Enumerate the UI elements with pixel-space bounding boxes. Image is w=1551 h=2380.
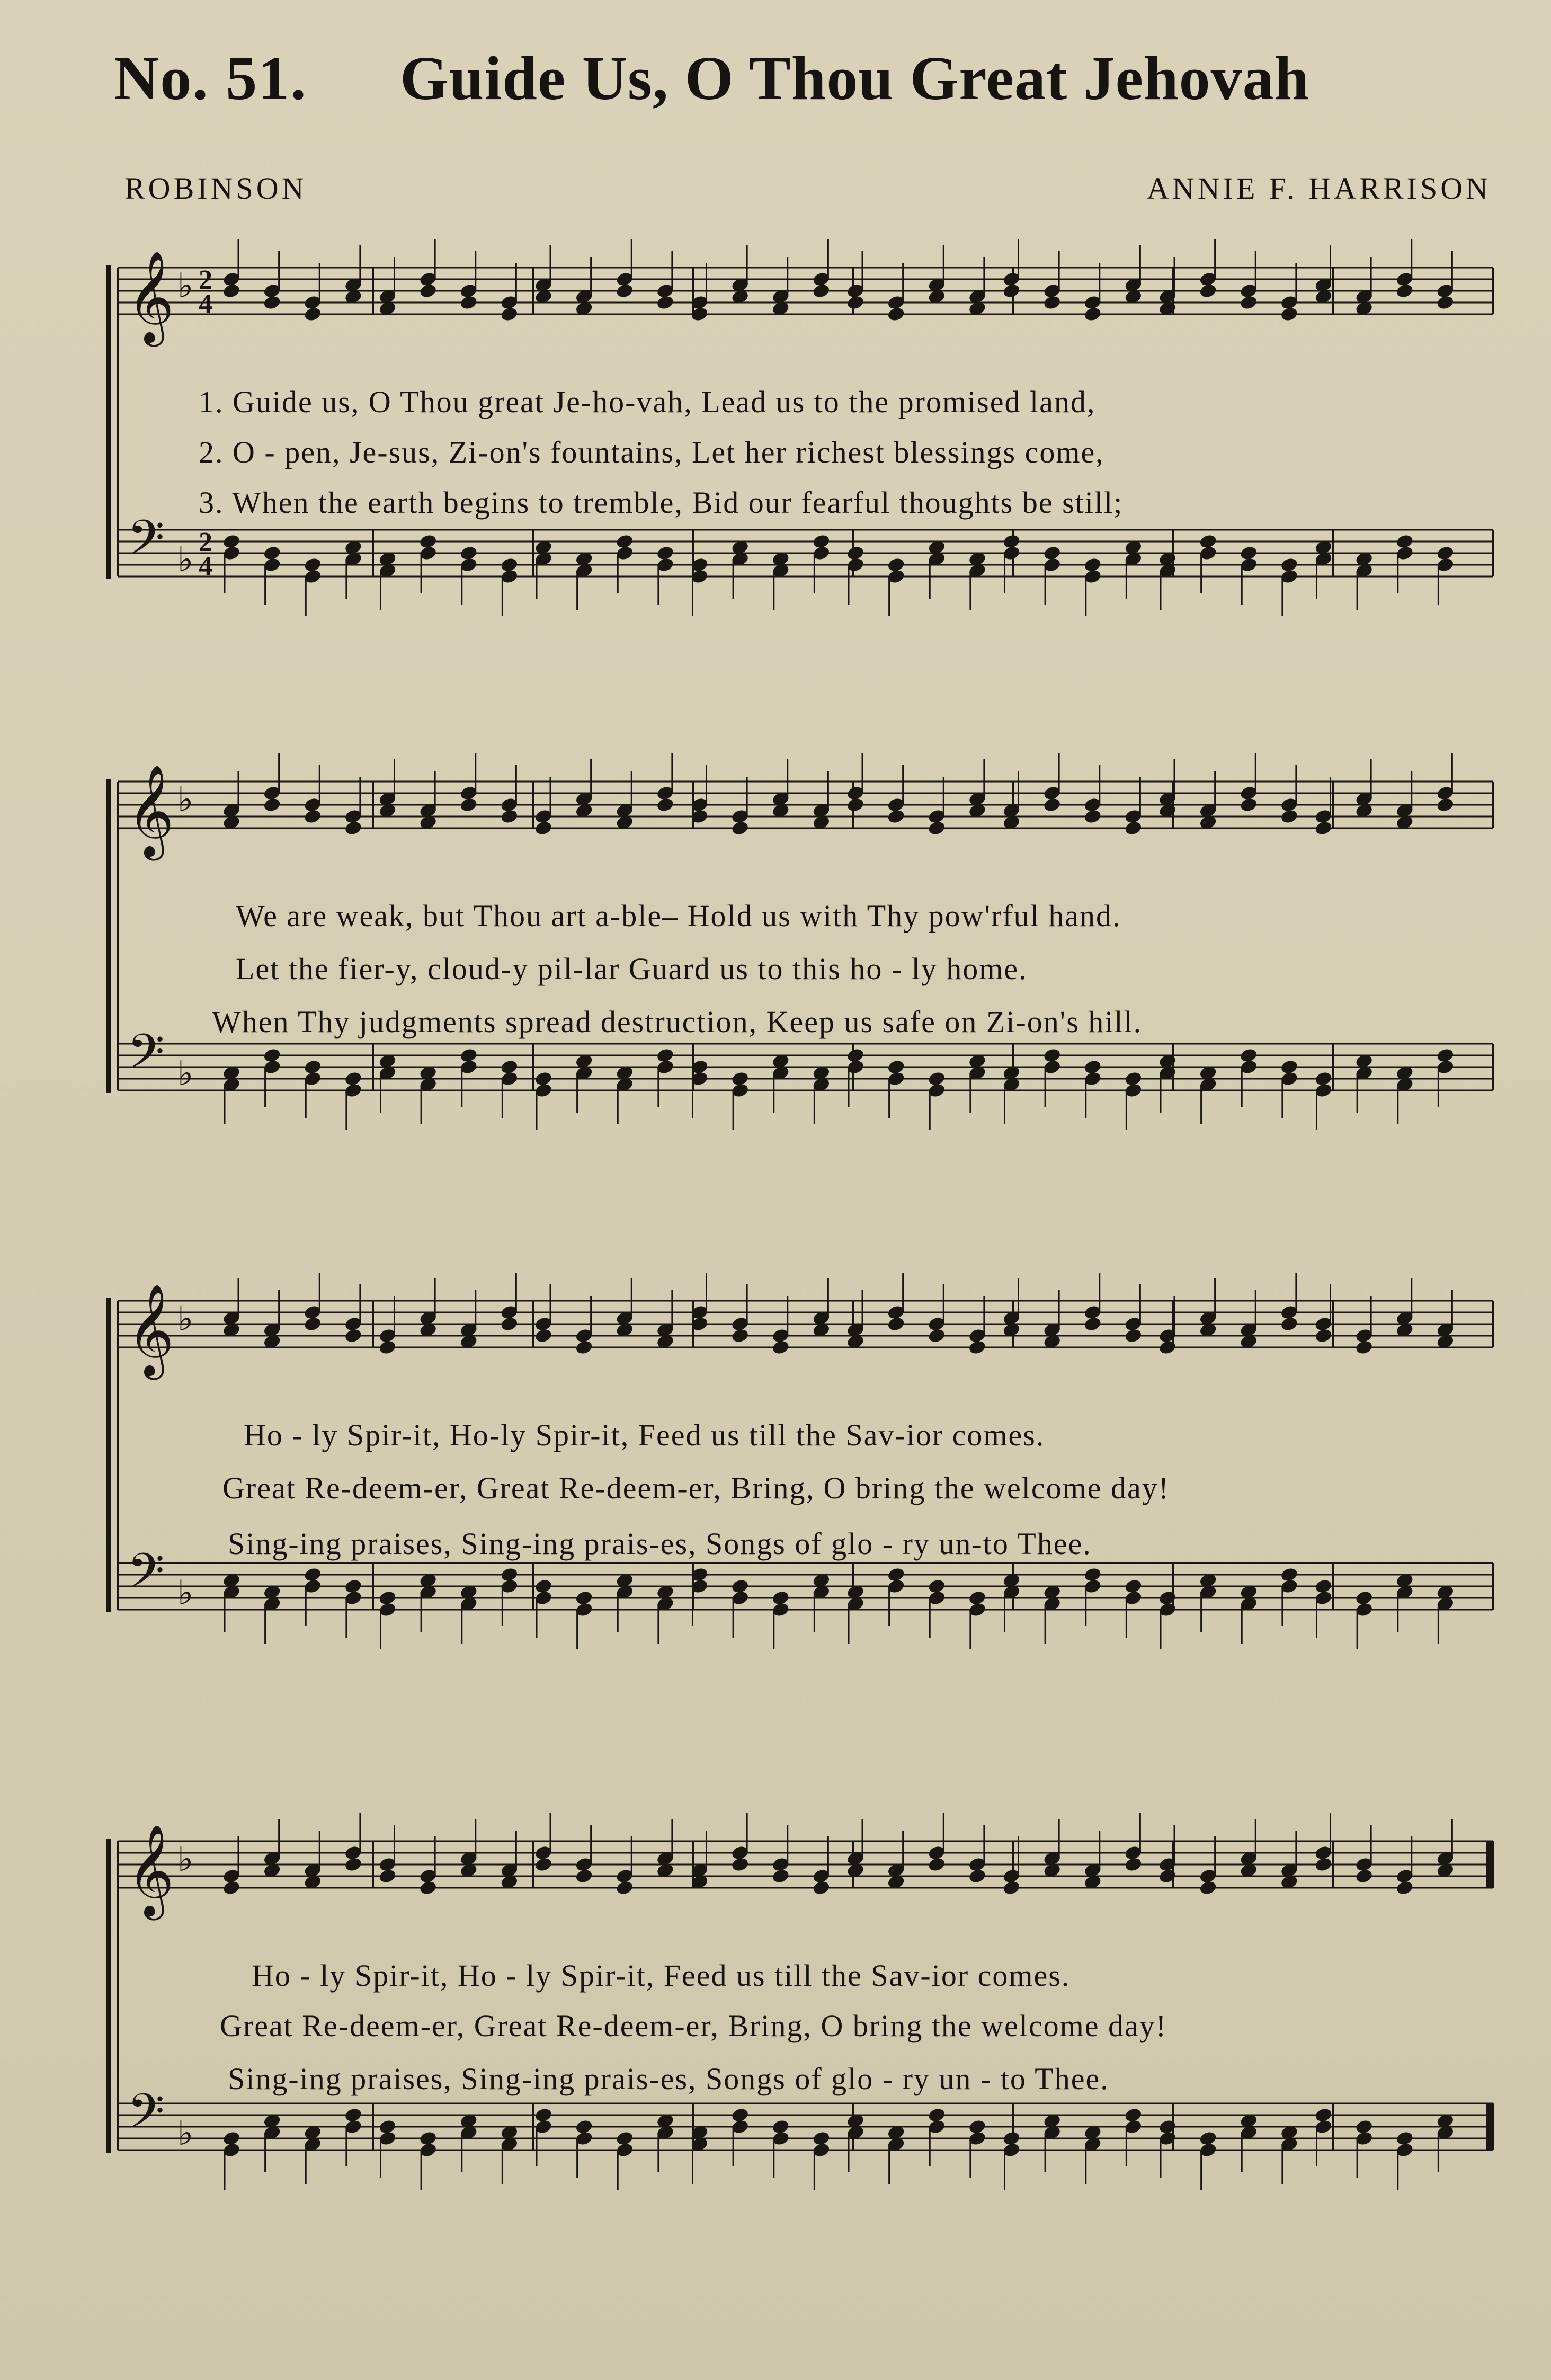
note-head (1280, 809, 1299, 825)
note-head (1199, 283, 1218, 299)
note-head (771, 1868, 790, 1885)
treble-clef-icon: 𝄞 (127, 251, 174, 343)
note-head (1124, 820, 1143, 837)
note-head (500, 306, 519, 323)
note-head (344, 1328, 363, 1344)
lyric-verse-1: Ho - ly Spir-it, Ho-ly Spir-it, Feed us till the Sav-ior comes. (244, 1418, 1045, 1452)
lyric-verse-3: When Thy judgments spread destruction, Keep us safe on Zi-on's hill. (212, 1005, 1143, 1039)
flat-icon: ♭ (177, 540, 194, 580)
note-head (1124, 1857, 1143, 1873)
note-head (575, 1868, 594, 1885)
note-head (303, 809, 322, 825)
note-head (378, 1868, 397, 1885)
note-head (656, 797, 675, 813)
note-head (1083, 1316, 1102, 1333)
note-head (1124, 1328, 1143, 1344)
note-head (459, 797, 478, 813)
lyric-verse-2: Great Re-deem-er, Great Re-deem-er, Bring, O bring the welcome day! (220, 2009, 1167, 2043)
credits (124, 171, 1491, 208)
note-head (1199, 1880, 1218, 1896)
note-head (1395, 283, 1414, 299)
flat-icon: ♭ (177, 1840, 194, 1879)
note-head (344, 820, 363, 837)
note-head (263, 797, 282, 813)
flat-icon: ♭ (177, 1574, 194, 1613)
note-head (1395, 1880, 1414, 1896)
flat-icon: ♭ (177, 780, 194, 820)
flat-icon: ♭ (177, 1300, 194, 1339)
music-system-4 (106, 1799, 1494, 2239)
note-head (222, 1880, 241, 1896)
note-head (968, 1868, 987, 1885)
bass-clef-icon: 𝄢 (127, 1543, 165, 1611)
note-head (927, 1328, 946, 1344)
note-head (1083, 306, 1102, 323)
note-head (887, 306, 906, 323)
note-head (1314, 1857, 1333, 1873)
treble-clef-icon: 𝄞 (127, 1284, 174, 1376)
hymn-title: Guide Us, O Thou Great Jehovah (400, 43, 1310, 113)
note-head (1042, 295, 1062, 311)
final-barline (1486, 2103, 1493, 2150)
lyric-verse-3: 3. When the earth begins to tremble, Bid our fearful thoughts be still; (199, 485, 1124, 520)
flat-icon: ♭ (177, 2114, 194, 2153)
note-head (615, 283, 634, 299)
system-bracket (106, 1298, 111, 1612)
lyric-verse-3: Sing-ing praises, Sing-ing prais-es, Songs of glo - ry un - to Thee. (228, 2062, 1109, 2096)
note-head (846, 797, 865, 813)
note-head (303, 306, 322, 323)
time-signature: 2 (199, 527, 212, 557)
hymn-header (114, 42, 1438, 127)
note-head (812, 1880, 831, 1896)
note-head (378, 1339, 397, 1356)
note-head (344, 1857, 363, 1873)
note-head (1042, 797, 1062, 813)
system-bracket (106, 265, 111, 579)
note-head (1354, 1868, 1374, 1885)
note-head (730, 1857, 750, 1873)
note-head (927, 1857, 946, 1873)
note-head (1083, 809, 1102, 825)
note-head (1239, 797, 1258, 813)
note-head (812, 283, 831, 299)
bass-clef-icon: 𝄢 (127, 2083, 165, 2151)
note-head (1436, 295, 1455, 311)
note-head (459, 295, 478, 311)
note-head (1314, 1328, 1333, 1344)
note-head (887, 1316, 906, 1333)
note-head (1314, 820, 1333, 837)
lyric-verse-1: 1. Guide us, O Thou great Je-ho-vah, Lead us to the promised land, (199, 385, 1096, 419)
note-head (887, 809, 906, 825)
note-head (730, 820, 750, 837)
lyric-verse-2: 2. O - pen, Je-sus, Zi-on's fountains, Let her richest blessings come, (199, 435, 1104, 469)
treble-clef-icon: 𝄞 (127, 1824, 174, 1916)
lyric-verse-2: Great Re-deem-er, Great Re-deem-er, Bring, O bring the welcome day! (222, 1471, 1170, 1505)
note-head (1002, 283, 1021, 299)
time-signature: 2 (199, 265, 212, 295)
bass-clef-icon: 𝄢 (127, 1024, 165, 1091)
note-head (730, 1328, 750, 1344)
lyric-verse-3: Sing-ing praises, Sing-ing prais-es, Songs of glo - ry un-to Thee. (228, 1526, 1092, 1561)
note-head (1239, 295, 1258, 311)
note-head (1002, 1880, 1021, 1896)
note-head (1354, 1339, 1374, 1356)
lyricist-credit: ROBINSON (124, 171, 307, 206)
note-head (534, 1857, 553, 1873)
note-head (1436, 797, 1455, 813)
note-head (500, 1316, 519, 1333)
note-head (1280, 306, 1299, 323)
note-head (771, 1339, 790, 1356)
time-signature: 4 (199, 289, 212, 319)
note-head (575, 1339, 594, 1356)
music-system-2 (106, 739, 1494, 1179)
time-signature: 4 (199, 551, 212, 581)
composer-credit: ANNIE F. HARRISON (1147, 171, 1491, 206)
note-head (1158, 1339, 1177, 1356)
note-head (968, 1339, 987, 1356)
note-head (418, 1880, 438, 1896)
note-head (1158, 1868, 1177, 1885)
bass-clef-icon: 𝄢 (127, 510, 165, 578)
final-barline (1486, 1841, 1493, 1888)
flat-icon: ♭ (177, 1054, 194, 1094)
note-head (615, 1880, 634, 1896)
note-head (846, 295, 865, 311)
note-head (927, 820, 946, 837)
note-head (303, 1316, 322, 1333)
lyric-verse-2: Let the fier-y, cloud-y pil-lar Guard us to this ho - ly home. (236, 952, 1028, 986)
music-system-3 (106, 1258, 1494, 1698)
system-bracket (106, 779, 111, 1093)
note-head (656, 295, 675, 311)
system-bracket (106, 1839, 111, 2153)
note-head (222, 283, 241, 299)
lyric-verse-1: Ho - ly Spir-it, Ho - ly Spir-it, Feed us till the Sav-ior comes. (252, 1958, 1071, 1993)
music-system-1 (106, 225, 1494, 665)
lyric-verse-1: We are weak, but Thou art a-ble– Hold us with Thy pow'rful hand. (236, 899, 1121, 933)
treble-clef-icon: 𝄞 (127, 765, 174, 857)
note-head (534, 1328, 553, 1344)
note-head (263, 295, 282, 311)
flat-icon: ♭ (177, 267, 194, 306)
note-head (500, 809, 519, 825)
note-head (418, 283, 438, 299)
hymn-number: No. 51. (114, 43, 307, 113)
note-head (1280, 1316, 1299, 1333)
note-head (534, 820, 553, 837)
